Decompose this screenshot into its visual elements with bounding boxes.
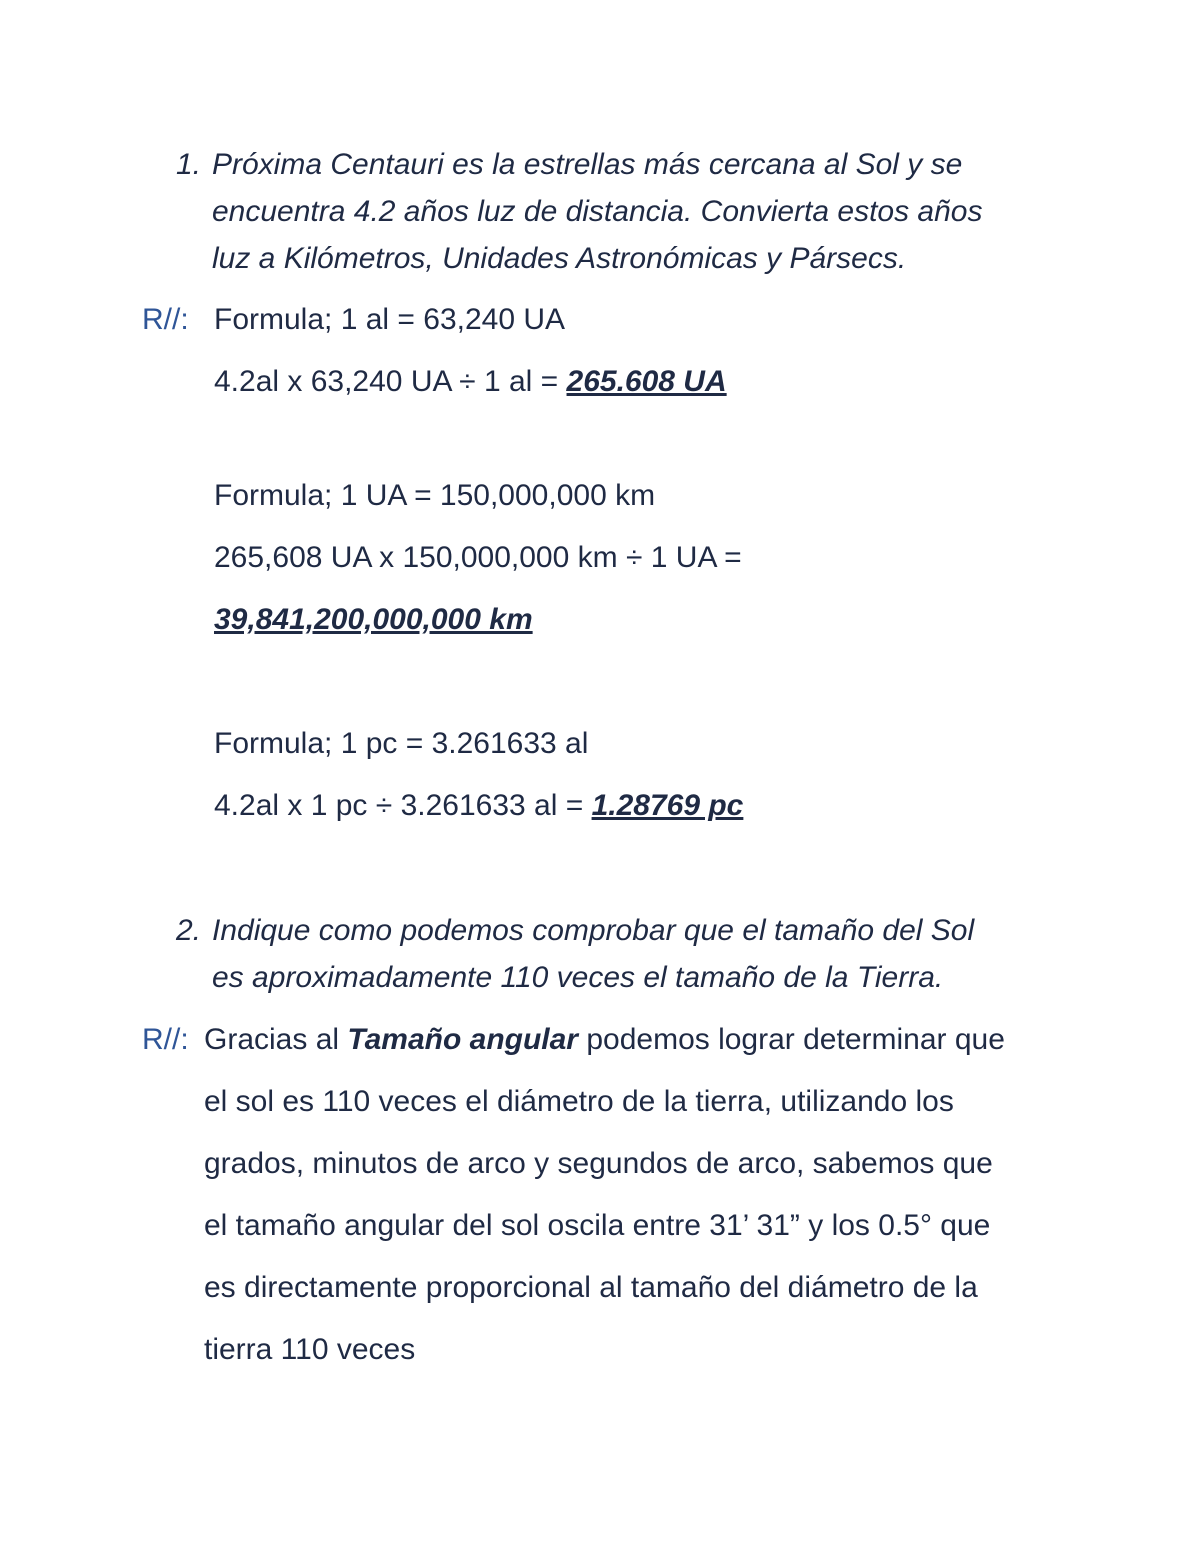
question-1-line-2: encuentra 4.2 años luz de distancia. Convierta estos años — [212, 195, 983, 228]
calc-ua — [214, 364, 727, 400]
question-2-line-1: Indique como podemos comprobar que el tamaño del Sol — [212, 914, 975, 947]
answer-2-line-4: el tamaño angular del sol oscila entre 31’ 31” y los 0.5° que — [204, 1209, 991, 1242]
answer-2-line-1-pre: Gracias al — [204, 1023, 348, 1056]
angular-size-term: Tamaño angular — [347, 1023, 578, 1056]
question-1-number: 1. — [176, 148, 202, 181]
question-2-number: 2. — [176, 914, 202, 947]
calc-ua-text: 4.2al x 63,240 UA ÷ 1 al = — [214, 365, 567, 398]
formula-km: Formula; 1 UA = 150,000,000 km — [214, 479, 656, 512]
result-km: 39,841,200,000,000 km — [214, 603, 533, 636]
result-ua: 265.608 UA — [566, 365, 727, 398]
answer-1-label: R//: — [142, 303, 189, 336]
calc-pc — [214, 788, 743, 824]
answer-2-line-3: grados, minutos de arco y segundos de arco, sabemos que — [204, 1147, 993, 1180]
question-1-line-1: Próxima Centauri es la estrellas más cercana al Sol y se — [212, 148, 963, 181]
answer-2-line-5: es directamente proporcional al tamaño del diámetro de la — [204, 1271, 978, 1304]
answer-2-line-1 — [204, 1022, 1005, 1058]
result-km-line — [214, 602, 533, 638]
answer-2-line-6: tierra 110 veces — [204, 1333, 416, 1366]
calc-km: 265,608 UA x 150,000,000 km ÷ 1 UA = — [214, 541, 742, 574]
answer-2-line-2: el sol es 110 veces el diámetro de la tierra, utilizando los — [204, 1085, 954, 1118]
question-1-line-3: luz a Kilómetros, Unidades Astronómicas y Pársecs. — [212, 242, 907, 275]
question-2-line-2: es aproximadamente 110 veces el tamaño de la Tierra. — [212, 961, 944, 994]
calc-pc-text: 4.2al x 1 pc ÷ 3.261633 al = — [214, 789, 592, 822]
answer-2-line-1-post: podemos lograr determinar que — [578, 1023, 1005, 1056]
result-pc: 1.28769 pc — [591, 789, 744, 822]
answer-2-label: R//: — [142, 1023, 189, 1056]
formula-pc: Formula; 1 pc = 3.261633 al — [214, 727, 589, 760]
formula-ua: Formula; 1 al = 63,240 UA — [214, 303, 566, 336]
